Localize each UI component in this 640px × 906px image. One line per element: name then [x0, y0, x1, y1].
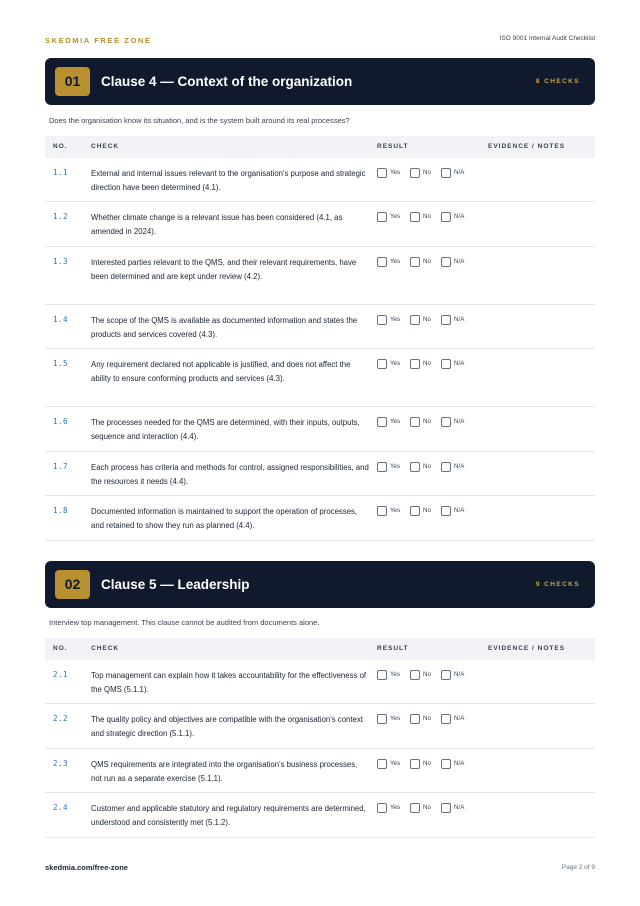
- table-body: [45, 660, 595, 838]
- table-row: [45, 247, 595, 305]
- check-text: The quality policy and objectives are compatible with the organisation's context and strategic direction (5.1.1).: [91, 715, 363, 739]
- checkbox-na[interactable]: [441, 759, 451, 769]
- yes-label: Yes: [390, 804, 401, 811]
- checkbox-na[interactable]: [441, 315, 451, 325]
- column-header-no: NO.: [53, 645, 68, 652]
- checkbox-yes[interactable]: [377, 315, 387, 325]
- check-number: 1.2: [53, 212, 69, 221]
- column-header-check: CHECK: [91, 143, 120, 150]
- table-header: [45, 638, 595, 660]
- check-text: Top management can explain how it takes accountability for the effectiveness of the QMS (5.1.1).: [91, 671, 367, 695]
- checkbox-na[interactable]: [441, 714, 451, 724]
- table-row: [45, 793, 595, 838]
- check-number: 2.2: [53, 714, 69, 723]
- table-row: [45, 158, 595, 202]
- na-label: N/A: [454, 463, 465, 470]
- section-check-count: 8 CHECKS: [535, 78, 580, 85]
- check-number: 1.8: [53, 506, 69, 515]
- document-title: ISO 9001 Internal Audit Checklist: [499, 35, 595, 42]
- section-header-clause-5: [45, 561, 595, 608]
- section-title: Clause 4 — Context of the organization: [101, 74, 353, 89]
- no-label: No: [423, 715, 431, 722]
- check-text: The scope of the QMS is available as documented information and states the products and services covered (4.3).: [91, 316, 358, 340]
- section-intro: Does the organisation know its situation, and is the system built around its real processes?: [49, 116, 350, 125]
- table-body: [45, 158, 595, 541]
- no-label: No: [423, 804, 431, 811]
- na-label: N/A: [454, 804, 465, 811]
- yes-label: Yes: [390, 213, 401, 220]
- na-label: N/A: [454, 507, 465, 514]
- table-row: [45, 704, 595, 749]
- checkbox-no[interactable]: [410, 759, 420, 769]
- page-header: [45, 36, 595, 48]
- check-number: 2.3: [53, 759, 69, 768]
- check-text: The processes needed for the QMS are determined, with their inputs, outputs, sequence and interaction (4.4).: [91, 418, 360, 442]
- checkbox-na[interactable]: [441, 168, 451, 178]
- check-text: Each process has criteria and methods for control, assigned responsibilities, and the resources it needs (4.4).: [91, 463, 369, 487]
- na-label: N/A: [454, 360, 465, 367]
- checkbox-na[interactable]: [441, 359, 451, 369]
- checkbox-no[interactable]: [410, 506, 420, 516]
- yes-label: Yes: [390, 760, 401, 767]
- no-label: No: [423, 760, 431, 767]
- yes-label: Yes: [390, 671, 401, 678]
- checkbox-no[interactable]: [410, 212, 420, 222]
- na-label: N/A: [454, 258, 465, 265]
- page-number: Page 2 of 9: [561, 864, 595, 871]
- checkbox-no[interactable]: [410, 417, 420, 427]
- yes-label: Yes: [390, 258, 401, 265]
- table-header: [45, 136, 595, 158]
- checkbox-no[interactable]: [410, 257, 420, 267]
- no-label: No: [423, 671, 431, 678]
- check-text: External and internal issues relevant to the organisation's purpose and strategic direction have been determined (4.1).: [91, 169, 366, 193]
- check-number: 1.6: [53, 417, 69, 426]
- section-number: 01: [55, 67, 90, 96]
- checkbox-no[interactable]: [410, 315, 420, 325]
- yes-label: Yes: [390, 360, 401, 367]
- checkbox-yes[interactable]: [377, 506, 387, 516]
- column-header-no: NO.: [53, 143, 68, 150]
- checkbox-na[interactable]: [441, 462, 451, 472]
- footer-url: skedmia.com/free-zone: [45, 863, 128, 872]
- check-text: QMS requirements are integrated into the organisation's business processes, not run as a separate exercise (5.1.1).: [91, 760, 358, 784]
- check-number: 1.3: [53, 257, 69, 266]
- checkbox-yes[interactable]: [377, 462, 387, 472]
- check-text: Interested parties relevant to the QMS, and their relevant requirements, have been determined and are kept under review (4.2).: [91, 258, 357, 282]
- section-header-clause-4: [45, 58, 595, 105]
- checklist-table-clause-4: [45, 136, 595, 541]
- no-label: No: [423, 463, 431, 470]
- checkbox-no[interactable]: [410, 670, 420, 680]
- na-label: N/A: [454, 715, 465, 722]
- checkbox-na[interactable]: [441, 803, 451, 813]
- no-label: No: [423, 360, 431, 367]
- na-label: N/A: [454, 316, 465, 323]
- check-number: 1.7: [53, 462, 69, 471]
- no-label: No: [423, 169, 431, 176]
- check-number: 2.4: [53, 803, 69, 812]
- check-text: Customer and applicable statutory and regulatory requirements are determined, understood and consistently met (5.1.2).: [91, 804, 366, 828]
- brand-label: SKEDMIA FREE ZONE: [45, 36, 152, 45]
- no-label: No: [423, 213, 431, 220]
- table-row: [45, 202, 595, 247]
- section-check-count: 9 CHECKS: [535, 581, 580, 588]
- checkbox-na[interactable]: [441, 506, 451, 516]
- section-intro: Interview top management. This clause cannot be audited from documents alone.: [49, 618, 320, 627]
- yes-label: Yes: [390, 316, 401, 323]
- checkbox-na[interactable]: [441, 257, 451, 267]
- table-row: [45, 349, 595, 407]
- no-label: No: [423, 258, 431, 265]
- checkbox-no[interactable]: [410, 168, 420, 178]
- checkbox-yes[interactable]: [377, 359, 387, 369]
- section-title: Clause 5 — Leadership: [101, 577, 250, 592]
- checkbox-yes[interactable]: [377, 803, 387, 813]
- checkbox-yes[interactable]: [377, 670, 387, 680]
- checkbox-no[interactable]: [410, 359, 420, 369]
- yes-label: Yes: [390, 463, 401, 470]
- check-number: 1.5: [53, 359, 69, 368]
- checklist-table-clause-5: [45, 638, 595, 838]
- table-row: [45, 660, 595, 704]
- checkbox-na[interactable]: [441, 212, 451, 222]
- yes-label: Yes: [390, 418, 401, 425]
- check-number: 1.4: [53, 315, 69, 324]
- check-text: Any requirement declared not applicable is justified, and does not affect the ability to ensure conforming products and services (4.3).: [91, 360, 351, 384]
- na-label: N/A: [454, 418, 465, 425]
- checkbox-na[interactable]: [441, 670, 451, 680]
- table-row: [45, 496, 595, 541]
- checkbox-yes[interactable]: [377, 168, 387, 178]
- na-label: N/A: [454, 213, 465, 220]
- column-header-check: CHECK: [91, 645, 120, 652]
- yes-label: Yes: [390, 169, 401, 176]
- checkbox-no[interactable]: [410, 462, 420, 472]
- na-label: N/A: [454, 760, 465, 767]
- checkbox-na[interactable]: [441, 417, 451, 427]
- checkbox-yes[interactable]: [377, 417, 387, 427]
- column-header-evidence: EVIDENCE / NOTES: [488, 645, 566, 652]
- check-text: Documented information is maintained to support the operation of processes, and retained to show they run as planned (4.4).: [91, 507, 358, 531]
- checkbox-yes[interactable]: [377, 257, 387, 267]
- check-text: Whether climate change is a relevant issue has been considered (4.1, as amended in 2024).: [91, 213, 343, 237]
- na-label: N/A: [454, 169, 465, 176]
- section-number: 02: [55, 570, 90, 599]
- no-label: No: [423, 507, 431, 514]
- check-number: 1.1: [53, 168, 69, 177]
- checkbox-no[interactable]: [410, 803, 420, 813]
- checkbox-yes[interactable]: [377, 212, 387, 222]
- column-header-result: RESULT: [377, 645, 409, 652]
- column-header-evidence: EVIDENCE / NOTES: [488, 143, 566, 150]
- yes-label: Yes: [390, 507, 401, 514]
- table-row: [45, 749, 595, 793]
- no-label: No: [423, 418, 431, 425]
- column-header-result: RESULT: [377, 143, 409, 150]
- checkbox-no[interactable]: [410, 714, 420, 724]
- checkbox-yes[interactable]: [377, 759, 387, 769]
- table-row: [45, 407, 595, 452]
- check-number: 2.1: [53, 670, 69, 679]
- yes-label: Yes: [390, 715, 401, 722]
- no-label: No: [423, 316, 431, 323]
- checkbox-yes[interactable]: [377, 714, 387, 724]
- na-label: N/A: [454, 671, 465, 678]
- table-row: [45, 305, 595, 349]
- table-row: [45, 452, 595, 496]
